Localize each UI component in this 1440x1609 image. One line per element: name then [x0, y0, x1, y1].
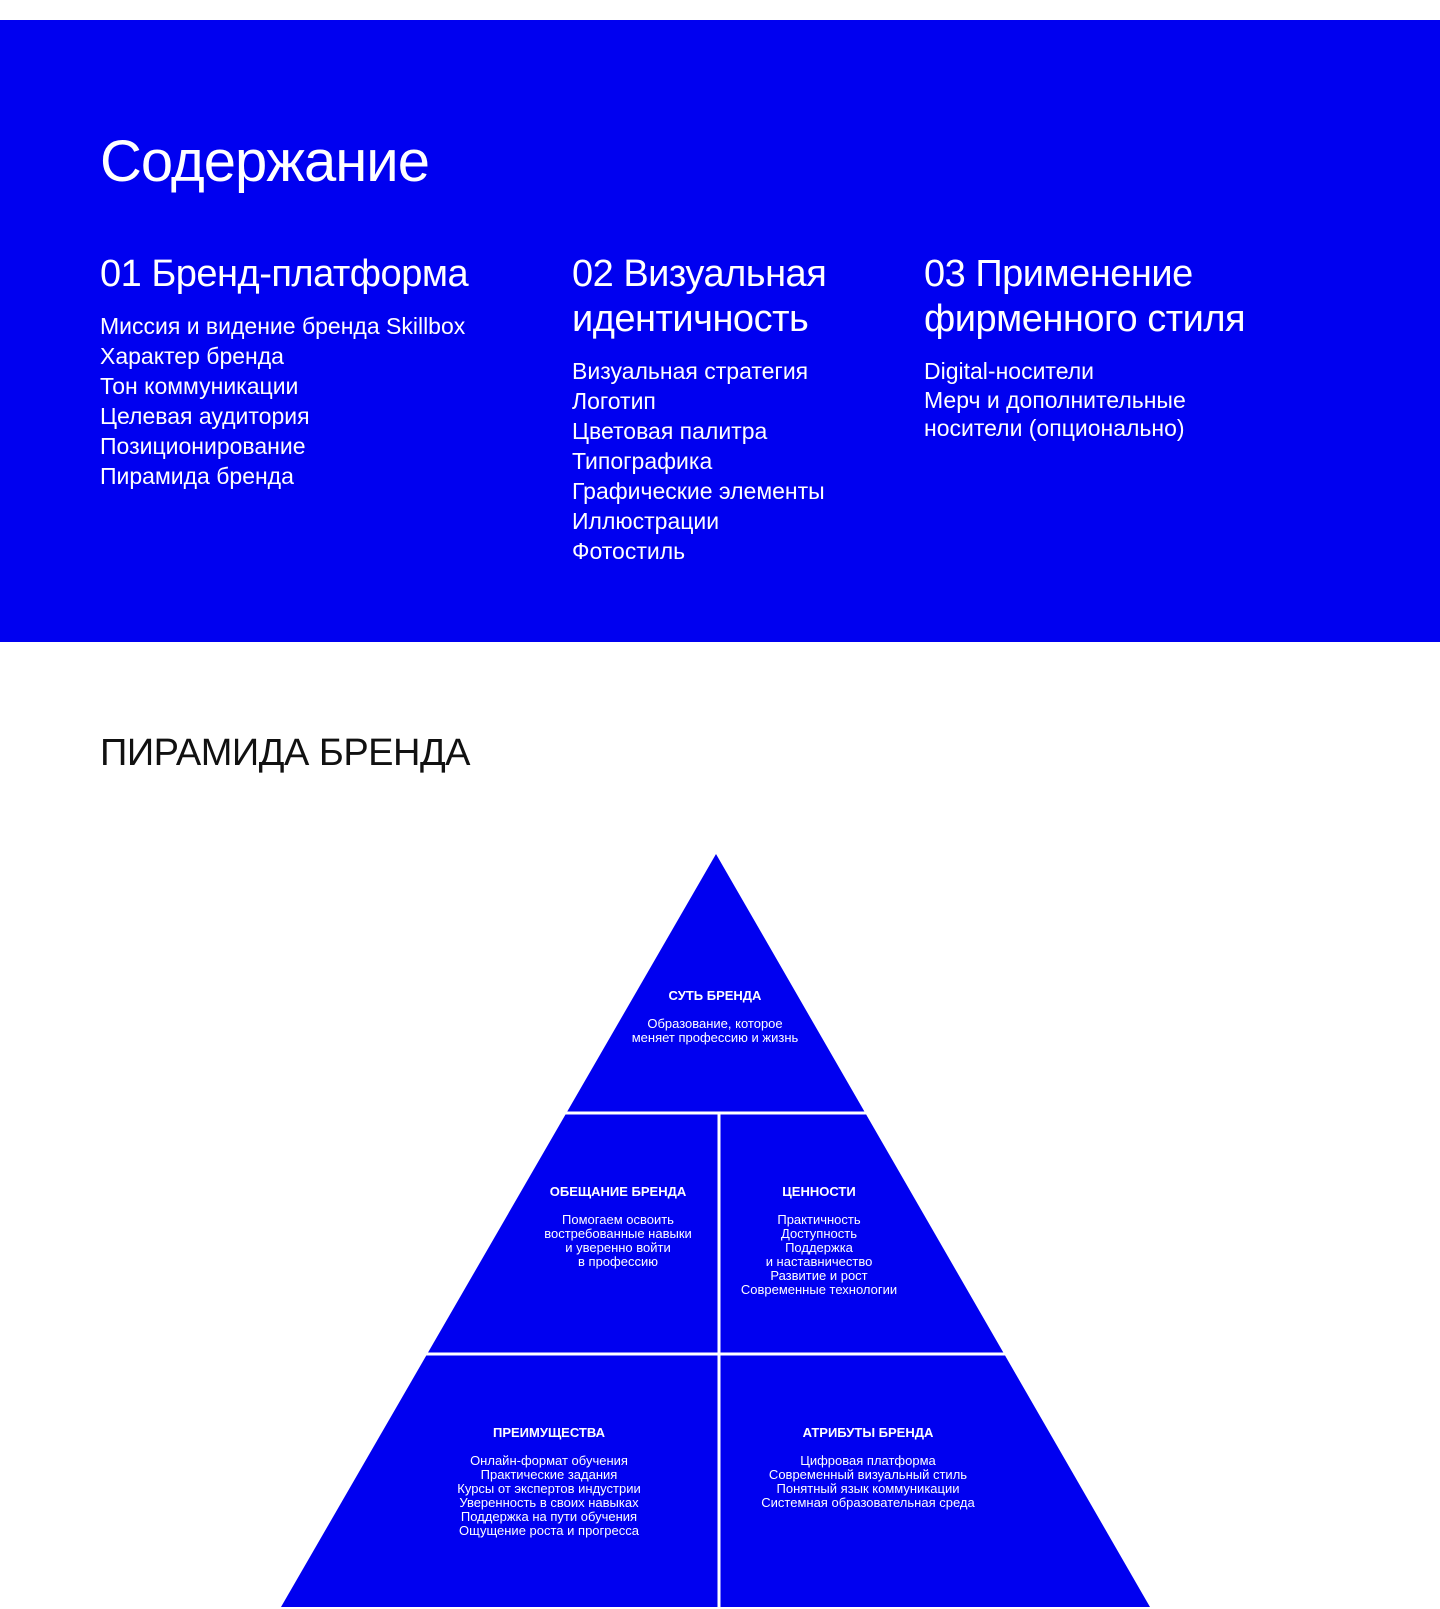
- toc-item[interactable]: Целевая аудитория: [100, 403, 310, 429]
- toc-heading: 02 Визуальная идентичность: [572, 253, 827, 340]
- toc-item[interactable]: Иллюстрации: [572, 508, 720, 534]
- toc-heading: 03 Применение фирменного стиля: [924, 253, 1246, 340]
- block-line: и уверенно войти: [565, 1240, 671, 1255]
- block-line: Курсы от экспертов индустрии: [457, 1481, 641, 1496]
- block-line: и наставничество: [765, 1254, 873, 1269]
- block-line: Помогаем освоить: [562, 1212, 674, 1227]
- block-line: Системная образовательная среда: [761, 1495, 975, 1510]
- block-heading: ОБЕЩАНИЕ БРЕНДА: [549, 1184, 687, 1199]
- block-line: Поддержка на пути обучения: [460, 1509, 638, 1524]
- pyramid-essence: [632, 988, 799, 1045]
- toc-heading: 01 Бренд-платформа: [100, 253, 469, 295]
- toc-item[interactable]: Характер бренда: [100, 343, 284, 369]
- block-line: Ощущение роста и прогресса: [459, 1523, 639, 1538]
- toc-item[interactable]: Тон коммуникации: [100, 373, 299, 399]
- block-heading: СУТЬ БРЕНДА: [668, 988, 762, 1003]
- toc-item[interactable]: Графические элементы: [572, 478, 825, 504]
- block-heading: ПРЕИМУЩЕСТВА: [492, 1425, 605, 1440]
- block-line: Практичность: [777, 1212, 861, 1227]
- pyramid-promise: [544, 1184, 692, 1269]
- block-line: Понятный язык коммуникации: [776, 1481, 960, 1496]
- pyramid-values: [741, 1184, 897, 1297]
- pyramid-attributes: [761, 1425, 974, 1510]
- toc-item[interactable]: Фотостиль: [572, 538, 686, 564]
- block-line: Уверенность в своих навыках: [459, 1495, 639, 1510]
- toc-item[interactable]: Digital-носители: [924, 358, 1094, 384]
- pyramid-benefits: [457, 1425, 640, 1538]
- block-line: Поддержка: [785, 1240, 853, 1255]
- block-line: меняет профессию и жизнь: [631, 1030, 799, 1045]
- toc-item[interactable]: Мерч и дополнительные носители (опционально): [924, 387, 1186, 441]
- toc-item[interactable]: Логотип: [572, 388, 656, 414]
- block-line: Практические задания: [480, 1467, 618, 1482]
- toc-item[interactable]: Визуальная стратегия: [572, 358, 809, 384]
- toc-item[interactable]: Миссия и видение бренда Skillbox: [100, 313, 466, 339]
- block-line: востребованные навыки: [544, 1226, 692, 1241]
- block-line: Доступность: [781, 1226, 857, 1241]
- toc-item[interactable]: Позиционирование: [100, 433, 306, 459]
- pyramid-title: ПИРАМИДА БРЕНДА: [100, 732, 471, 774]
- pyramid-shape: [281, 854, 1150, 1607]
- toc-item[interactable]: Типографика: [572, 448, 713, 474]
- block-line: Современный визуальный стиль: [768, 1467, 968, 1482]
- block-line: в профессию: [578, 1254, 658, 1269]
- toc-item[interactable]: Цветовая палитра: [572, 418, 768, 444]
- block-line: Цифровая платформа: [800, 1453, 936, 1468]
- block-line: Образование, которое: [647, 1016, 783, 1031]
- block-heading: ЦЕННОСТИ: [782, 1184, 856, 1199]
- block-heading: АТРИБУТЫ БРЕНДА: [802, 1425, 934, 1440]
- block-line: Онлайн-формат обучения: [470, 1453, 628, 1468]
- toc-item[interactable]: Пирамида бренда: [100, 463, 294, 489]
- block-line: Современные технологии: [740, 1282, 898, 1297]
- toc-title: Содержание: [100, 129, 429, 194]
- block-line: Развитие и рост: [770, 1268, 868, 1283]
